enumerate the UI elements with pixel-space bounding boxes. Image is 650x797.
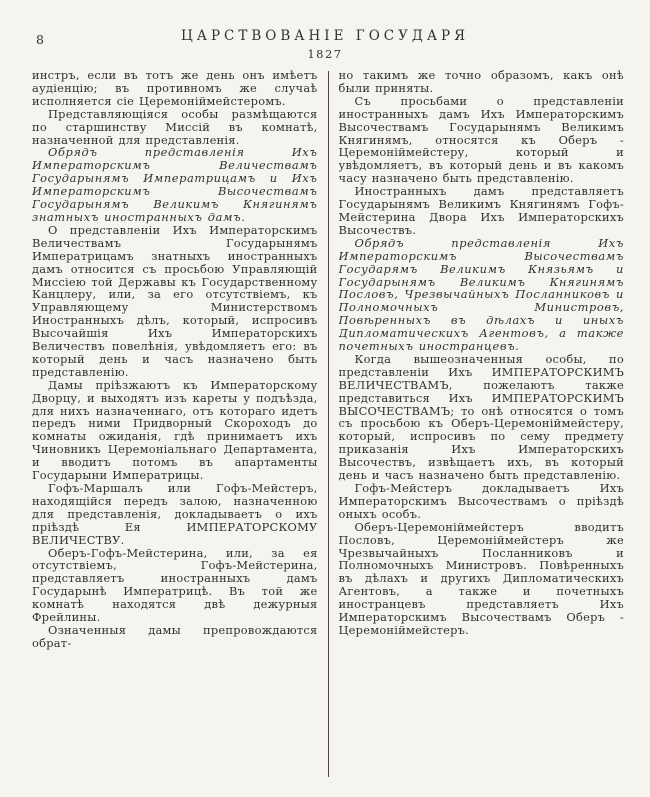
paragraph: Обрядъ представленія Ихъ Императорскимъ Величествамъ Государынямъ Императрицамъ и Ихъ Императорскимъ Высочествамъ Государынямъ Великимъ Княгинямъ знатныхъ иностранныхъ дамъ. [32, 145, 318, 224]
text-columns [0, 61, 650, 777]
paragraph: инстръ, если въ тотъ же день онъ имѣетъ аудіенцію; въ противномъ же случаѣ исполняется сіе Церемоніймейстеромъ. [32, 69, 318, 108]
paragraph: Съ просьбами о представленіи иностранныхъ дамъ Ихъ Императорскимъ Высочествамъ Государынямъ Великимъ Княгинямъ, относятся къ Оберъ - Церемоніймейстеру, который и увѣдомляетъ, въ который день и въ какомъ часу назначено быть представленію. [338, 93, 624, 186]
running-header-year: 1827 [307, 47, 343, 61]
paragraph: Оберъ-Гофъ-Мейстерина, или, за ея отсутствіемъ, Гофъ-Мейстерина, представляетъ иностранныхъ дамъ Государынѣ Императрицѣ. Въ той же комнатѣ находятся двѣ дежурныя Фрейлины. [32, 545, 318, 625]
paragraph: Представляющіяся особы размѣщаются по старшинству Миссій въ комнатѣ, назначенной для представленія. [32, 106, 318, 147]
paragraph: Гофъ-Маршалъ или Гофъ-Мейстеръ, находящійся передъ залою, назначенною для представленія, докладываетъ о ихъ пріѣздѣ Ея ИМПЕРАТОРСКОМУ ВЕЛИЧЕСТВУ. [32, 481, 318, 547]
paragraph: Оберъ-Церемоніймейстеръ вводитъ Пословъ, Церемоніймейстеръ же Чрезвычайныхъ Посланниковъ и Полномочныхъ Министровъ. Повѣренныхъ въ дѣлахъ и другихъ Дипломатическихъ Агентовъ, а также и почетныхъ иностранцевъ представляетъ Ихъ Императорскимъ Высочествамъ Оберъ - Церемоніймейстеръ. [338, 519, 624, 637]
column-divider [328, 71, 329, 777]
paragraph: Когда вышеозначенныя особы, по представленіи Ихъ ИМПЕРАТОРСКИМЪ ВЕЛИЧЕСТВАМЪ, пожелаютъ также представиться Ихъ ИМПЕРАТОРСКИМЪ ВЫСОЧЕСТВАМЪ; то онѣ относятся о томъ съ просьбою къ Оберъ-Церемоніймейстеру, который, испросивъ по сему предмету приказанія Ихъ Императорскихъ Высочествъ, извѣщаетъ ихъ, въ который день и часъ назначено быть представленію. [338, 351, 624, 483]
page-number: 8 [36, 32, 44, 47]
paragraph: Дамы пріѣзжаютъ къ Императорскому Дворцу, и выходятъ изъ кареты у подъѣзда, для нихъ назначеннаго, отъ котораго идетъ передъ ними Придворный Скороходъ до комнаты ожиданія, гдѣ принимаетъ ихъ Чиновникъ Церемоніальнаго Департамента, и вводитъ потомъ въ апартаменты Государыни Императрицы. [32, 377, 318, 483]
page-header [0, 0, 650, 61]
paragraph: Означенныя дамы препровождаются обрат- [32, 622, 318, 650]
running-header-title: ЦАРСТВОВАНІЕ ГОСУДАРЯ [180, 28, 470, 44]
paragraph: но такимъ же точно образомъ, какъ онѣ были приняты. [338, 69, 624, 95]
paragraph: О представленіи Ихъ Императорскимъ Величествамъ Государынямъ Императрицамъ знатныхъ иностранныхъ дамъ относится съ просьбою Управляющій Миссіею той Державы къ Государственному Канцлеру, или, за его отсутствіемъ, къ Управляющему Министерствомъ Иностранныхъ дѣлъ, который, испросивъ Высочайшія Ихъ Императорскихъ Величествъ повелѣнія, увѣдомляетъ его: въ который день и часъ назначено быть представленію. [32, 222, 318, 379]
paragraph: Иностранныхъ дамъ представляетъ Государынямъ Великимъ Княгинямъ Гофъ-Мейстерина Двора Ихъ Императорскихъ Высочествъ. [338, 184, 624, 237]
right-column [339, 69, 625, 777]
paragraph: Обрядъ представленія Ихъ Императорскимъ Высочествамъ Государямъ Великимъ Князьямъ и Государынямъ Великимъ Княгинямъ Пословъ, Чрезвычайныхъ Посланниковъ и Полномочныхъ Министровъ, Повѣренныхъ въ дѣлахъ и иныхъ Дипломатическихъ Агентовъ, а также почетныхъ иностранцевъ. [338, 235, 624, 354]
paragraph: Гофъ-Мейстеръ докладываетъ Ихъ Императорскимъ Высочествамъ о пріѣздѣ оныхъ особъ. [338, 481, 624, 521]
left-column [32, 69, 318, 777]
